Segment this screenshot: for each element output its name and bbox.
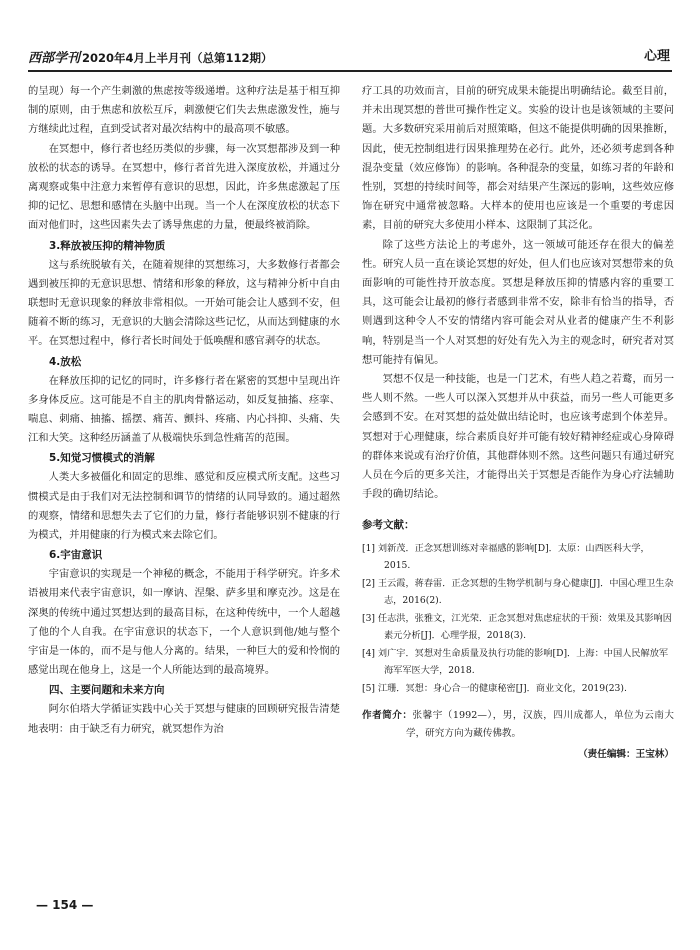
- subsection-heading: 3.释放被压抑的精神物质: [49, 239, 166, 252]
- author-bio: [362, 707, 674, 743]
- author-text: 张馨宇（1992—），男，汉族，四川成都人，单位为云南大学，研究方向为藏传佛教。: [406, 710, 674, 740]
- author-label: 作者简介：: [362, 710, 413, 722]
- issue-info: 2020年4月上半月刊（总第112期）: [82, 51, 273, 65]
- reference-item: [1] 刘新茂．正念冥想训练对幸福感的影响[D]．太原：山西医科大学，2015.: [362, 542, 650, 572]
- subsection-heading: 4.放松: [49, 355, 82, 368]
- section-name: 心理: [643, 49, 670, 64]
- body-paragraph: 在冥想中，修行者也经历类似的步骤，每一次冥想都涉及到一种放松的状态的诱导。在冥想中，修行者首先进入深度放松，并通过分离观察或集中注意力来暂停有意识的思想，因此，许多焦虑激起了压抑的记忆、思想和感情在头脑中出现。当一个人在深度放松的状态下面对他们时，这些因素失去了诱导焦虑的力量，便最终被消除。: [28, 142, 340, 232]
- left-column: [28, 82, 340, 739]
- references-title: 参考文献：: [362, 519, 415, 532]
- editor-credit: （责任编辑：王宝林）: [578, 749, 674, 761]
- journal-issue-line: [28, 47, 273, 66]
- reference-item: [4] 刘广宇．冥想对生命质量及执行功能的影响[D]．上海：中国人民解放军海军军医大学，2018.: [362, 647, 669, 677]
- body-paragraph: 在释放压抑的记忆的同时，许多修行者在紧密的冥想中呈现出许多身体反应。这可能是不自主的肌肉骨骼运动，如反复抽搐、痉挛、喘息、刺痛、抽搐、摇摆、痛苦、颤抖、疼痛、内心抖抑、头痛、失江和大笑。这种经历涵盖了从极端快乐到急性痛苦的范围。: [28, 374, 340, 445]
- body-paragraph: 宇宙意识的实现是一个神秘的概念，不能用于科学研究。许多术语被用来代表宇宙意识，如一摩讷、涅槃、萨多里和摩克沙。这是在深奥的传统中通过冥想达到的最高目标，在这种传统中，一个人超越了他的个人自我。在宇宙意识的状态下，一个人意识到他/她与整个宇宙是一体的，而不是与他人分离的。结果，一种巨大的爱和怜悯的感觉出现在他身上，这是一个人所能达到的最高境界。: [28, 568, 340, 677]
- body-paragraph: 的呈现）每一个产生刺激的焦虑按等级递增。这种疗法是基于相互抑制的原则，由于焦虑和放松互斥，刺激便它们失去焦虑激发性，施与方继续此过程，直到受试者对最次结构中的最高项不敏感。: [28, 85, 340, 136]
- running-header: [28, 44, 672, 72]
- body-paragraph: 这与系统脱敏有关，在随着规律的冥想练习，大多数修行者都会遇到被压抑的无意识思想、情绪和形象的释放，这与精神分析中自由联想时无意识现象的释放非常相似。一开始可能会让人感到不安，但随着不断的练习，无意识的大脑会清除这些记忆，从而达到健康的水平。在冥想过程中，修行者长时间处于低唤醒和感官剥夺的状态。: [28, 258, 340, 348]
- reference-item: [5] 江珊．冥想：身心合一的健康秘密[J]．商业文化，2019(23).: [362, 682, 627, 694]
- reference-item: [3] 任志洪，张雅文，江光荣．正念冥想对焦虑症状的干预：效果及其影响因素元分析[J]．心理学报，2018(3).: [362, 612, 672, 642]
- body-paragraph: 阿尔伯塔大学循证实践中心关于冥想与健康的回顾研究报告清楚地表明：由于缺乏有力研究，就冥想作为治: [28, 703, 340, 735]
- reference-item: [2] 王云霞，蒋春雷．正念冥想的生物学机制与身心健康[J]．中国心理卫生杂志，2016(2).: [362, 577, 674, 607]
- body-paragraph: 人类大多被僵化和固定的思维、感觉和反应模式所支配。这些习惯模式是由于我们对无法控制和调节的情绪的认同导致的。通过超然的观察，情绪和思想失去了它们的力量，修行者能够识别不健康的行为模式，并用健康的行为模式来去除它们。: [28, 471, 340, 542]
- body-paragraph: 冥想不仅是一种技能，也是一门艺术，有些人趋之若鹜，而另一些人则不然。一些人可以深入冥想并从中获益，而另一些人可能更多会感到不安。在对冥想的益处做出结论时，也应该考虑到个体差异。冥想对于心理健康，综合素质良好并可能有较好精神经症或心身障碍的群体来说或有治疗价值，其他群体则不然。这些问题只有通过研究人员在今后的更多关注，才能得出关于冥想是否能作为身心疗法辅助手段的确切结论。: [362, 373, 674, 501]
- section-heading: 四、主要问题和未来方向: [49, 684, 165, 697]
- references-list: [362, 540, 674, 698]
- page-number: — 154 —: [36, 898, 94, 912]
- right-column: [362, 82, 674, 764]
- subsection-heading: 6.宇宙意识: [49, 549, 103, 562]
- body-paragraph: 疗工具的功效而言，目前的研究成果未能提出明确结论。截至目前，并未出现冥想的普世可操作性定义。实验的设计也是该领域的主要问题。大多数研究采用前后对照策略，但这不能提供明确的因果推断，因此，使无控制组进行因果推理势在必行。此外，还必须考虑到各种混杂变量（效应修饰）的影响。各种混杂的变量，如练习者的年龄和性别，冥想的持续时间等，都会对结果产生深远的影响，这些效应修饰在研究中通常被忽略。大样本的使用也应该是一个重要的考虑因素，目前的研究大多使用小样本、这限制了其泛化。: [362, 85, 674, 232]
- journal-logo: 西部学刊: [28, 51, 81, 66]
- body-paragraph: 除了这些方法论上的考虑外，这一领域可能还存在很大的偏差性。研究人员一直在谈论冥想的好处，但人们也应该对冥想带来的负面影响的可能性持开放态度。冥想是释放压抑的情感内容的重要工具，这可能会让最初的修行者感到非常不安，除非有恰当的指导，否则遇到这种令人不安的情绪内容可能会对从业者的健康产生不利影响，特别是当一个人对冥想的好处有先入为主的观念时，研究者对冥想可能持有偏见。: [362, 238, 674, 366]
- subsection-heading: 5.知觉习惯模式的消解: [49, 452, 155, 465]
